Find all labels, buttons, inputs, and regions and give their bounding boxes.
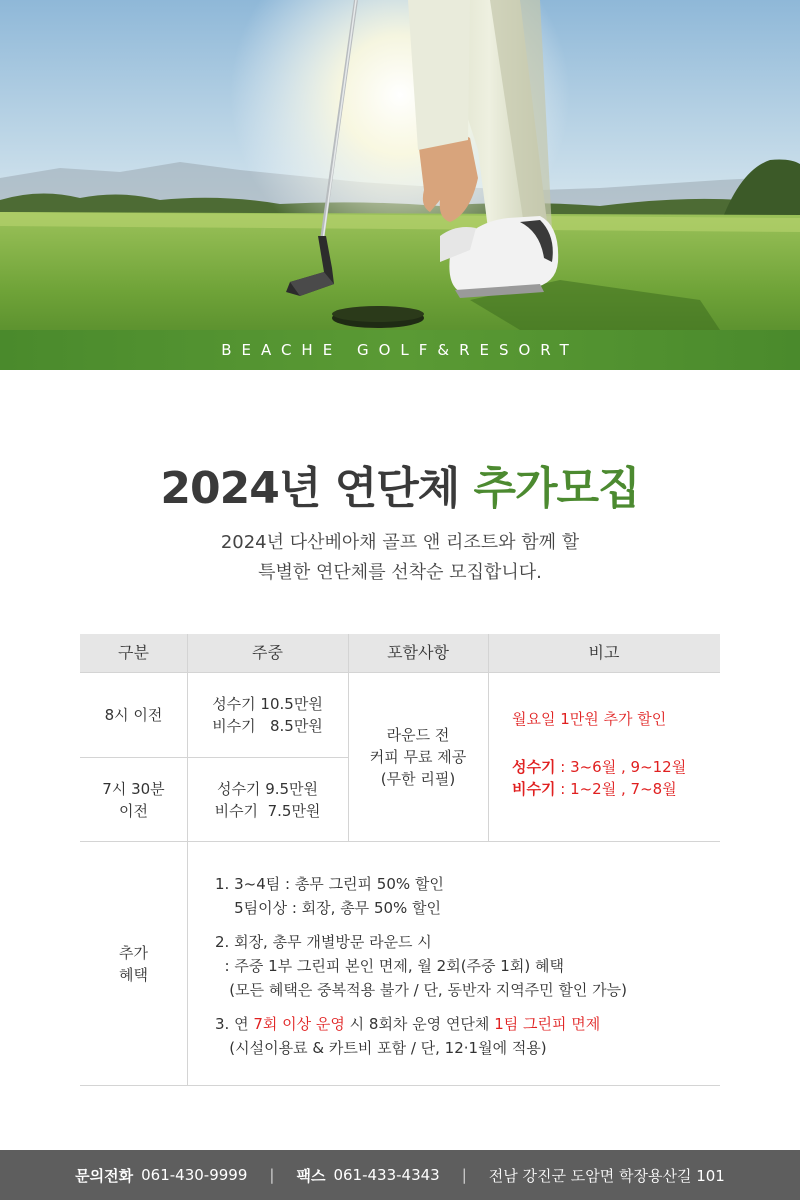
included-cell — [348, 673, 488, 841]
phone-label: 문의전화 — [75, 1166, 134, 1185]
hero-banner — [0, 0, 800, 370]
benefit-text: 시 8회차 운영 연단체 — [344, 1015, 495, 1033]
footer-separator: | — [461, 1166, 467, 1184]
header-notes: 비고 — [488, 634, 720, 672]
benefit-item — [215, 1012, 715, 1036]
table-row-category — [80, 673, 187, 757]
header-weekday: 주중 — [187, 634, 348, 672]
benefit-item: 5팀이상 : 회장, 총무 50% 할인 — [215, 899, 442, 917]
price-offpeak: 비수기 7.5만원 — [214, 801, 321, 820]
brand-name: BEACHE GOLF&RESORT — [221, 341, 579, 359]
offpeak-label: 비수기 — [512, 780, 556, 798]
benefit-highlight: 1팀 그린피 면제 — [494, 1015, 601, 1033]
benefit-highlight: 7회 이상 운영 — [253, 1015, 345, 1033]
price-peak: 성수기 9.5만원 — [216, 779, 319, 798]
price-offpeak: 비수기 8.5만원 — [212, 717, 323, 735]
header-category: 구분 — [80, 634, 187, 672]
table-divider — [488, 634, 489, 841]
phone-number[interactable]: 061-430-9999 — [141, 1166, 248, 1184]
benefit-item: 2. 회장, 총무 개별방문 라운드 시 — [215, 933, 432, 951]
table-divider — [80, 1085, 720, 1086]
contact-footer — [0, 1150, 800, 1200]
category-label: 이전 — [119, 801, 148, 820]
page-title — [0, 452, 800, 516]
benefit-item: 1. 3~4팀 : 총무 그린피 50% 할인 — [215, 875, 444, 893]
benefit-item: (모든 혜택은 중복적용 불가 / 단, 동반자 지역주민 할인 가능) — [215, 981, 628, 999]
benefit-item: : 주중 1부 그린피 본인 면제, 월 2회(주중 1회) 혜택 — [215, 957, 564, 975]
table-row-weekday — [187, 758, 348, 841]
title-main: 2024년 연단체 — [160, 463, 474, 514]
subtitle-line: 2024년 다산베아채 골프 앤 리조트와 함께 할 — [220, 532, 580, 553]
peak-season — [512, 756, 712, 778]
category-label: 혜택 — [119, 965, 148, 984]
page-subtitle — [0, 528, 800, 588]
category-label: 8시 이전 — [104, 706, 163, 724]
footer-separator: | — [269, 1166, 275, 1184]
off-season — [512, 778, 712, 800]
category-label: 추가 — [119, 943, 148, 962]
header-included: 포함사항 — [348, 634, 488, 672]
benefit-item: (시설이용료 & 카트비 포함 / 단, 12·1월에 적용) — [215, 1039, 547, 1057]
peak-label: 성수기 — [512, 758, 556, 776]
category-label: 7시 30분 — [102, 779, 165, 798]
benefit-text: 3. 연 — [215, 1015, 254, 1033]
included-line: (무한 리필) — [380, 770, 456, 788]
extra-benefit-category — [80, 842, 187, 1085]
notes-cell — [512, 708, 712, 800]
golf-hero-illustration — [0, 0, 800, 370]
included-line: 라운드 전 — [386, 726, 450, 744]
fax-number: 061-433-4343 — [333, 1166, 440, 1184]
subtitle-line: 특별한 연단체를 선착순 모집합니다. — [258, 562, 542, 583]
address: 전남 강진군 도암면 학장용산길 101 — [488, 1166, 725, 1185]
benefits-list — [215, 872, 715, 1060]
table-row-category — [80, 758, 187, 841]
table-row-weekday — [187, 673, 348, 757]
monday-discount: 월요일 1만원 추가 할인 — [512, 710, 667, 728]
included-line: 커피 무료 제공 — [369, 748, 467, 766]
brand-band — [0, 330, 800, 370]
offpeak-months: : 1~2월 , 7~8월 — [555, 780, 677, 798]
price-peak: 성수기 10.5만원 — [212, 695, 323, 713]
fax-label: 팩스 — [296, 1166, 326, 1185]
peak-months: : 3~6월 , 9~12월 — [555, 758, 687, 776]
title-accent: 추가모집 — [473, 463, 640, 514]
